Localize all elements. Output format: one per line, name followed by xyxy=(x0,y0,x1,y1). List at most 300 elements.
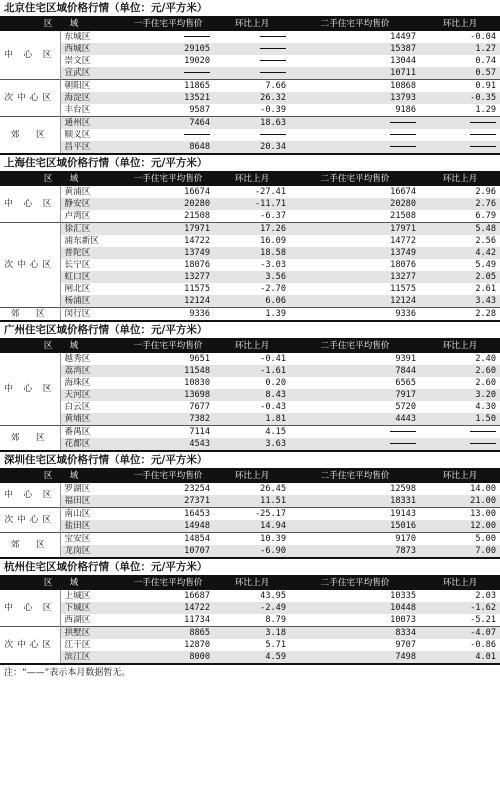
new-home-mom-change: -6.37 xyxy=(260,210,287,221)
table-row xyxy=(0,413,500,426)
new-home-price: 9587 xyxy=(189,104,211,115)
table-row xyxy=(0,520,500,533)
new-home-mom-change: -25.17 xyxy=(214,508,290,521)
district-name: 罗湖区 xyxy=(64,483,91,494)
table-row xyxy=(0,545,500,558)
new-home-price: 17971 xyxy=(122,223,214,236)
resale-mom-change xyxy=(420,129,500,141)
district-name: 静安区 xyxy=(60,198,122,210)
resale-price: 6565 xyxy=(395,377,417,388)
resale-mom-change: 5.48 xyxy=(420,223,500,236)
resale-mom-change: 3.43 xyxy=(420,295,500,308)
district-name: 黄浦区 xyxy=(64,186,91,197)
resale-mom-change: 2.28 xyxy=(420,308,500,322)
no-data-dash xyxy=(390,431,416,432)
district-name: 黄埔区 xyxy=(60,413,122,426)
district-name: 浦东新区 xyxy=(64,235,99,246)
no-data-dash xyxy=(184,134,210,135)
district-name: 闵行区 xyxy=(60,308,122,322)
header-row xyxy=(0,469,500,483)
table-header xyxy=(0,339,500,353)
city-section xyxy=(0,559,500,665)
new-home-mom-change xyxy=(214,31,290,43)
resale-price: 5720 xyxy=(395,401,417,412)
header-cell: 一手住宅平均售价 xyxy=(122,172,214,186)
resale-price: 9391 xyxy=(395,353,417,364)
resale-mom-change: 2.76 xyxy=(420,198,500,210)
table-row xyxy=(0,590,500,602)
resale-mom-change: 2.40 xyxy=(475,353,497,364)
resale-price xyxy=(290,141,420,154)
city-section xyxy=(0,155,500,322)
table-row xyxy=(0,92,500,104)
new-home-price: 11865 xyxy=(122,80,214,93)
new-home-mom-change: 20.34 xyxy=(214,141,290,154)
resale-mom-change: -5.21 xyxy=(470,614,497,625)
table-row xyxy=(0,377,500,389)
region-label: 郊 区 xyxy=(0,426,60,452)
new-home-price: 7464 xyxy=(122,117,214,130)
header-row xyxy=(0,172,500,186)
region-label: 中 心 区 xyxy=(0,353,60,426)
resale-price: 9186 xyxy=(395,104,417,115)
resale-mom-change xyxy=(420,426,500,439)
header-cell: 二手住宅平均售价 xyxy=(290,469,420,483)
price-table xyxy=(0,171,500,322)
header-cell: 一手住宅平均售价 xyxy=(122,576,214,590)
table-row xyxy=(0,186,500,198)
region-label: 郊 区 xyxy=(0,117,60,155)
no-data-dash xyxy=(390,134,416,135)
district-name: 丰台区 xyxy=(64,104,91,115)
new-home-mom-change: 17.26 xyxy=(214,223,290,236)
resale-mom-change: 1.27 xyxy=(420,43,500,55)
table-row xyxy=(0,198,500,210)
resale-price: 18076 xyxy=(390,259,417,270)
header-cell: 二手住宅平均售价 xyxy=(290,576,420,590)
header-cell: 一手住宅平均售价 xyxy=(122,339,214,353)
district-name: 滨江区 xyxy=(60,651,122,664)
new-home-price: 13749 xyxy=(122,247,214,259)
resale-price: 14772 xyxy=(390,235,417,246)
new-home-price: 12124 xyxy=(122,295,214,308)
table-row xyxy=(0,210,500,223)
new-home-price xyxy=(122,67,214,80)
new-home-mom-change: 26.45 xyxy=(260,483,287,494)
resale-mom-change: 6.79 xyxy=(475,210,497,221)
resale-mom-change: 2.56 xyxy=(475,235,497,246)
district-name: 崇文区 xyxy=(64,55,91,66)
resale-price: 9336 xyxy=(290,308,420,322)
district-name: 天河区 xyxy=(60,389,122,401)
new-home-mom-change: -0.41 xyxy=(260,353,287,364)
resale-price: 14497 xyxy=(390,31,417,42)
resale-price xyxy=(290,129,420,141)
new-home-price: 14854 xyxy=(122,533,214,546)
district-name: 宝安区 xyxy=(60,533,122,546)
new-home-price: 8000 xyxy=(122,651,214,664)
new-home-price: 7677 xyxy=(189,401,211,412)
resale-price: 21508 xyxy=(390,210,417,221)
new-home-mom-change: -27.41 xyxy=(254,186,287,197)
resale-price: 7873 xyxy=(290,545,420,558)
table-row xyxy=(0,55,500,67)
header-cell: 二手住宅平均售价 xyxy=(290,17,420,31)
resale-mom-change: 0.57 xyxy=(420,67,500,80)
table-row xyxy=(0,235,500,247)
table-row xyxy=(0,651,500,664)
table-row xyxy=(0,508,500,521)
new-home-price: 14722 xyxy=(184,235,211,246)
district-name: 拱墅区 xyxy=(60,627,122,640)
new-home-price: 10830 xyxy=(184,377,211,388)
resale-mom-change: 4.01 xyxy=(420,651,500,664)
section-title: 上海住宅区域价格行情（单位：元/平方米） xyxy=(4,157,208,169)
resale-mom-change xyxy=(420,117,500,130)
district-name: 卢湾区 xyxy=(64,210,91,221)
district-name: 南山区 xyxy=(60,508,122,521)
table-row xyxy=(0,308,500,322)
header-cell: 环比上月 xyxy=(214,172,290,186)
header-region: 区 域 xyxy=(0,17,122,31)
header-region: 区 域 xyxy=(0,172,122,186)
city-section xyxy=(0,322,500,452)
region-label: 中 心 区 xyxy=(0,186,60,223)
region-label: 次中心区 xyxy=(0,627,60,665)
header-cell: 环比上月 xyxy=(214,17,290,31)
new-home-mom-change: 43.95 xyxy=(260,590,287,601)
header-region: 区 域 xyxy=(0,469,122,483)
no-data-dash xyxy=(260,60,286,61)
new-home-price: 21508 xyxy=(184,210,211,221)
new-home-price: 13698 xyxy=(122,389,214,401)
new-home-price: 20280 xyxy=(122,198,214,210)
resale-mom-change xyxy=(420,438,500,451)
header-cell: 环比上月 xyxy=(214,576,290,590)
section-title: 广州住宅区域价格行情（单位：元/平方米） xyxy=(4,324,208,336)
resale-price: 12124 xyxy=(290,295,420,308)
new-home-mom-change: 18.63 xyxy=(214,117,290,130)
table-row xyxy=(0,602,500,614)
region-label: 中 心 区 xyxy=(0,31,60,80)
resale-price: 13749 xyxy=(290,247,420,259)
district-name: 盐田区 xyxy=(60,520,122,533)
region-label: 郊 区 xyxy=(0,533,60,559)
district-name: 福田区 xyxy=(60,495,122,508)
resale-price: 10448 xyxy=(290,602,420,614)
table-row xyxy=(0,426,500,439)
resale-price: 13277 xyxy=(290,271,420,283)
header-cell: 二手住宅平均售价 xyxy=(290,172,420,186)
new-home-price: 18076 xyxy=(184,259,211,270)
no-data-dash xyxy=(470,431,496,432)
header-cell: 环比上月 xyxy=(420,469,500,483)
table-row xyxy=(0,365,500,377)
resale-price: 7844 xyxy=(290,365,420,377)
table-row xyxy=(0,483,500,495)
new-home-price: 19020 xyxy=(184,55,211,66)
resale-mom-change: 2.05 xyxy=(420,271,500,283)
resale-mom-change: 4.42 xyxy=(420,247,500,259)
district-name: 普陀区 xyxy=(60,247,122,259)
new-home-price: 11734 xyxy=(184,614,211,625)
resale-price: 13044 xyxy=(390,55,417,66)
table-row xyxy=(0,353,500,365)
header-cell: 环比上月 xyxy=(420,17,500,31)
price-table xyxy=(0,575,500,665)
district-name: 东城区 xyxy=(64,31,91,42)
table-row xyxy=(0,80,500,93)
new-home-mom-change: 7.66 xyxy=(214,80,290,93)
resale-mom-change xyxy=(420,141,500,154)
new-home-price: 16453 xyxy=(122,508,214,521)
no-data-dash xyxy=(260,48,286,49)
district-name: 徐汇区 xyxy=(60,223,122,236)
resale-price: 10335 xyxy=(390,590,417,601)
section-title: 杭州住宅区域价格行情（单位：元/平方米） xyxy=(4,561,208,573)
new-home-price: 13277 xyxy=(122,271,214,283)
resale-price: 9707 xyxy=(395,639,417,650)
resale-price: 19143 xyxy=(290,508,420,521)
table-row xyxy=(0,247,500,259)
new-home-mom-change: -3.03 xyxy=(260,259,287,270)
region-label: 郊 区 xyxy=(0,308,60,322)
table-row xyxy=(0,614,500,627)
resale-price xyxy=(290,426,420,439)
price-table xyxy=(0,468,500,559)
table-row xyxy=(0,129,500,141)
district-name: 杨浦区 xyxy=(60,295,122,308)
resale-mom-change: -1.62 xyxy=(420,602,500,614)
table-row xyxy=(0,639,500,651)
new-home-price: 16687 xyxy=(184,590,211,601)
no-data-dash xyxy=(260,134,286,135)
new-home-mom-change: 0.20 xyxy=(265,377,287,388)
table-row xyxy=(0,67,500,80)
resale-mom-change: 0.91 xyxy=(420,80,500,93)
price-table xyxy=(0,16,500,155)
new-home-mom-change: 3.63 xyxy=(214,438,290,451)
new-home-price: 4543 xyxy=(122,438,214,451)
resale-mom-change: -4.07 xyxy=(420,627,500,640)
resale-mom-change: 2.60 xyxy=(420,365,500,377)
resale-mom-change: -0.86 xyxy=(470,639,497,650)
resale-price: 8334 xyxy=(290,627,420,640)
table-row xyxy=(0,533,500,546)
header-row xyxy=(0,339,500,353)
header-cell: 环比上月 xyxy=(420,576,500,590)
resale-price: 7917 xyxy=(290,389,420,401)
no-data-dash xyxy=(260,36,286,37)
table-row xyxy=(0,43,500,55)
header-cell: 二手住宅平均售价 xyxy=(290,339,420,353)
new-home-mom-change xyxy=(214,55,290,67)
new-home-price: 14948 xyxy=(122,520,214,533)
new-home-price: 27371 xyxy=(122,495,214,508)
resale-price: 7498 xyxy=(290,651,420,664)
table-row xyxy=(0,438,500,451)
table-header xyxy=(0,17,500,31)
table-row xyxy=(0,295,500,308)
resale-mom-change: 14.00 xyxy=(470,483,497,494)
region-label: 次中心区 xyxy=(0,80,60,117)
new-home-mom-change xyxy=(214,67,290,80)
new-home-mom-change: 10.39 xyxy=(214,533,290,546)
table-header xyxy=(0,469,500,483)
new-home-price xyxy=(122,31,214,43)
table-header xyxy=(0,576,500,590)
resale-price: 17971 xyxy=(290,223,420,236)
district-name: 江干区 xyxy=(64,639,91,650)
resale-mom-change: 21.00 xyxy=(420,495,500,508)
header-cell: 一手住宅平均售价 xyxy=(122,17,214,31)
new-home-price: 29105 xyxy=(122,43,214,55)
district-name: 通州区 xyxy=(60,117,122,130)
no-data-dash xyxy=(470,443,496,444)
new-home-price: 12870 xyxy=(184,639,211,650)
no-data-dash xyxy=(184,36,210,37)
new-home-mom-change: -0.43 xyxy=(260,401,287,412)
new-home-price: 10707 xyxy=(122,545,214,558)
new-home-price: 7114 xyxy=(122,426,214,439)
district-name: 闸北区 xyxy=(64,283,91,294)
resale-mom-change: 5.00 xyxy=(420,533,500,546)
city-section xyxy=(0,452,500,559)
new-home-price xyxy=(122,129,214,141)
resale-mom-change: 3.20 xyxy=(420,389,500,401)
district-name: 越秀区 xyxy=(64,353,91,364)
resale-mom-change: -0.35 xyxy=(420,92,500,104)
resale-price xyxy=(290,117,420,130)
header-row xyxy=(0,576,500,590)
district-name: 下城区 xyxy=(60,602,122,614)
district-name: 西城区 xyxy=(60,43,122,55)
city-section xyxy=(0,0,500,155)
table-row xyxy=(0,401,500,413)
resale-mom-change: 2.61 xyxy=(475,283,497,294)
header-cell: 环比上月 xyxy=(420,339,500,353)
header-cell: 一手住宅平均售价 xyxy=(122,469,214,483)
new-home-mom-change: 4.59 xyxy=(214,651,290,664)
section-title: 深圳住宅区域价格行情（单位：元/平方米） xyxy=(4,454,208,466)
new-home-price: 23254 xyxy=(184,483,211,494)
resale-price xyxy=(290,438,420,451)
district-name: 长宁区 xyxy=(64,259,91,270)
district-name: 花都区 xyxy=(60,438,122,451)
new-home-price: 9336 xyxy=(122,308,214,322)
new-home-mom-change: 3.18 xyxy=(214,627,290,640)
resale-mom-change: 12.00 xyxy=(420,520,500,533)
resale-mom-change: 2.60 xyxy=(475,377,497,388)
district-name: 上城区 xyxy=(64,590,91,601)
new-home-mom-change: 1.39 xyxy=(214,308,290,322)
new-home-price: 16674 xyxy=(184,186,211,197)
table-row xyxy=(0,389,500,401)
new-home-mom-change: 1.81 xyxy=(214,413,290,426)
resale-price: 18331 xyxy=(290,495,420,508)
new-home-mom-change: 11.51 xyxy=(214,495,290,508)
resale-mom-change: 2.96 xyxy=(475,186,497,197)
new-home-mom-change: 8.79 xyxy=(265,614,287,625)
resale-price: 15016 xyxy=(290,520,420,533)
table-row xyxy=(0,495,500,508)
resale-price: 4443 xyxy=(290,413,420,426)
table-header xyxy=(0,172,500,186)
resale-mom-change: 0.74 xyxy=(475,55,497,66)
no-data-dash xyxy=(470,122,496,123)
new-home-mom-change xyxy=(214,43,290,55)
header-region: 区 域 xyxy=(0,576,122,590)
no-data-dash xyxy=(184,72,210,73)
table-row xyxy=(0,283,500,295)
new-home-mom-change: -2.49 xyxy=(214,602,290,614)
resale-price: 15387 xyxy=(290,43,420,55)
resale-mom-change: 5.49 xyxy=(475,259,497,270)
district-name: 海珠区 xyxy=(64,377,91,388)
new-home-price: 8865 xyxy=(122,627,214,640)
district-name: 番禺区 xyxy=(60,426,122,439)
new-home-mom-change: -6.90 xyxy=(214,545,290,558)
new-home-mom-change: 8.43 xyxy=(214,389,290,401)
new-home-mom-change: 26.32 xyxy=(214,92,290,104)
section-title: 北京住宅区域价格行情（单位：元/平方米） xyxy=(4,2,208,14)
new-home-mom-change: 18.58 xyxy=(214,247,290,259)
footnote: 注：“——”表示本月数据暂无。 xyxy=(4,668,131,678)
resale-price: 10711 xyxy=(290,67,420,80)
table-row xyxy=(0,223,500,236)
new-home-mom-change: -2.70 xyxy=(260,283,287,294)
region-label: 次中心区 xyxy=(0,508,60,533)
resale-price: 12598 xyxy=(390,483,417,494)
district-name: 昌平区 xyxy=(60,141,122,154)
new-home-mom-change: -11.71 xyxy=(214,198,290,210)
table-row xyxy=(0,31,500,43)
resale-price: 20280 xyxy=(290,198,420,210)
resale-mom-change: 1.50 xyxy=(420,413,500,426)
new-home-price: 9651 xyxy=(189,353,211,364)
no-data-dash xyxy=(390,443,416,444)
district-name: 顺义区 xyxy=(64,129,91,140)
resale-price: 16674 xyxy=(390,186,417,197)
resale-price: 11575 xyxy=(390,283,417,294)
new-home-price: 13521 xyxy=(122,92,214,104)
resale-price: 10868 xyxy=(290,80,420,93)
new-home-mom-change: 16.09 xyxy=(260,235,287,246)
region-label: 次中心区 xyxy=(0,223,60,308)
resale-price: 10073 xyxy=(390,614,417,625)
price-table xyxy=(0,338,500,452)
table-row xyxy=(0,271,500,283)
new-home-price: 14722 xyxy=(122,602,214,614)
new-home-mom-change: -1.61 xyxy=(214,365,290,377)
district-name: 荔湾区 xyxy=(60,365,122,377)
resale-price: 9170 xyxy=(290,533,420,546)
header-cell: 环比上月 xyxy=(420,172,500,186)
no-data-dash xyxy=(390,146,416,147)
new-home-price: 11575 xyxy=(184,283,211,294)
resale-mom-change: 4.30 xyxy=(475,401,497,412)
resale-mom-change: 7.00 xyxy=(420,545,500,558)
no-data-dash xyxy=(260,72,286,73)
new-home-mom-change xyxy=(214,129,290,141)
new-home-mom-change: 3.56 xyxy=(214,271,290,283)
header-cell: 环比上月 xyxy=(214,469,290,483)
region-label: 中 心 区 xyxy=(0,483,60,508)
new-home-mom-change: 6.06 xyxy=(214,295,290,308)
district-name: 宣武区 xyxy=(60,67,122,80)
new-home-mom-change: 14.94 xyxy=(214,520,290,533)
no-data-dash xyxy=(390,122,416,123)
